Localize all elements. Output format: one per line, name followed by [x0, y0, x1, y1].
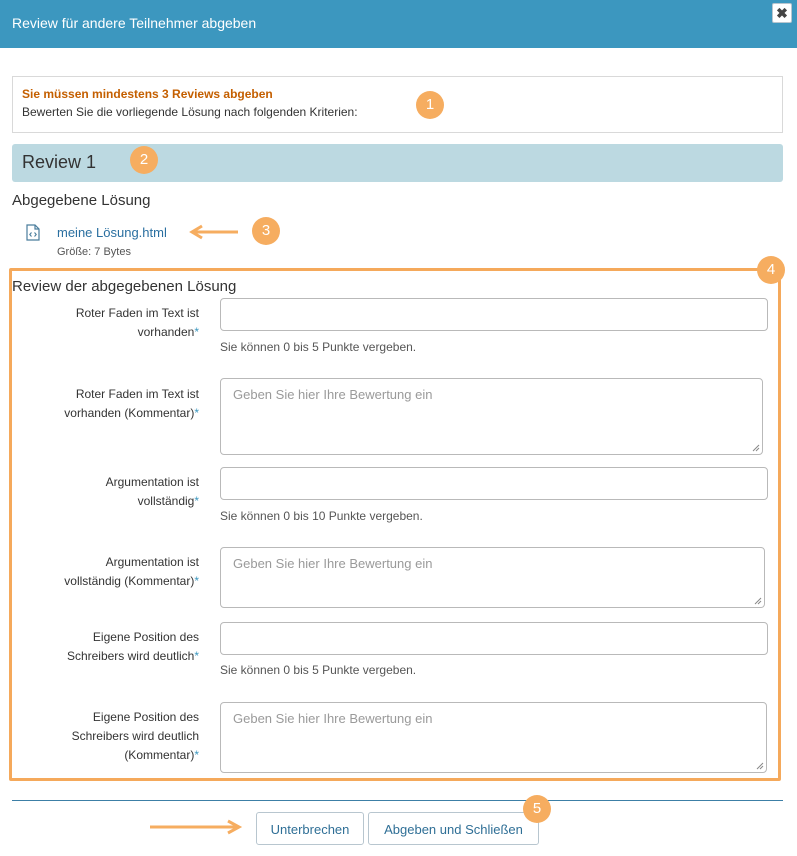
resize-grip-icon[interactable]: [752, 444, 760, 452]
html-file-icon: [26, 224, 40, 241]
review-title: Review 1: [22, 152, 97, 172]
argumentation-comment-textarea[interactable]: [220, 547, 765, 608]
file-size: Größe: 7 Bytes: [57, 246, 131, 258]
close-button[interactable]: [772, 3, 792, 23]
callout-badge-4: 4: [757, 256, 785, 284]
callout-badge-5: 5: [523, 795, 551, 823]
position-score-hint: Sie können 0 bis 5 Punkte vergeben.: [220, 663, 417, 677]
submitted-solution-heading: Abgegebene Lösung: [12, 192, 151, 209]
callout-badge-2: 2: [130, 146, 158, 174]
coherence-comment-textarea[interactable]: [220, 378, 763, 455]
field-label-position-score: Eigene Position des Schreibers wird deutlich*: [66, 630, 199, 663]
requirement-warning: Sie müssen mindestens 3 Reviews abgeben: [22, 87, 273, 101]
callout-arrow-3: [188, 224, 240, 240]
review-header: [12, 144, 783, 182]
close-icon: ✖: [776, 5, 788, 21]
textarea-placeholder: Geben Sie hier Ihre Bewertung ein: [233, 556, 433, 571]
coherence-score-hint: Sie können 0 bis 5 Punkte vergeben.: [220, 340, 417, 354]
requirement-description: Bewerten Sie die vorliegende Lösung nach folgenden Kriterien:: [22, 105, 358, 119]
coherence-score-input[interactable]: [220, 298, 768, 331]
dialog-header: [0, 0, 797, 48]
submitted-file-link[interactable]: meine Lösung.html: [57, 225, 167, 240]
dialog-title: Review für andere Teilnehmer abgeben: [12, 15, 257, 31]
review-form-heading: Review der abgegebenen Lösung: [12, 278, 237, 295]
footer-divider: [12, 800, 783, 801]
argumentation-score-hint: Sie können 0 bis 10 Punkte vergeben.: [220, 509, 423, 523]
argumentation-score-input[interactable]: [220, 467, 768, 500]
callout-arrow-5: [148, 818, 244, 836]
interrupt-button[interactable]: Unterbrechen: [256, 812, 364, 845]
callout-badge-3: 3: [252, 217, 280, 245]
field-label-coherence-comment: Roter Faden im Text ist vorhanden (Kommentar)*: [64, 387, 199, 420]
textarea-placeholder: Geben Sie hier Ihre Bewertung ein: [233, 711, 433, 726]
resize-grip-icon[interactable]: [754, 597, 762, 605]
field-label-argumentation-comment: Argumentation ist vollständig (Kommentar)*: [64, 555, 199, 588]
position-comment-textarea[interactable]: [220, 702, 767, 773]
resize-grip-icon[interactable]: [756, 762, 764, 770]
textarea-placeholder: Geben Sie hier Ihre Bewertung ein: [233, 387, 433, 402]
submit-and-close-button[interactable]: Abgeben und Schließen: [368, 812, 539, 845]
field-label-argumentation-score: Argumentation ist vollständig*: [105, 475, 199, 508]
field-label-coherence-score: Roter Faden im Text ist vorhanden*: [75, 306, 199, 339]
field-label-position-comment: Eigene Position des Schreibers wird deutlich (Kommentar)*: [71, 710, 199, 762]
callout-badge-1: 1: [416, 91, 444, 119]
position-score-input[interactable]: [220, 622, 768, 655]
requirement-notice: [12, 76, 783, 133]
